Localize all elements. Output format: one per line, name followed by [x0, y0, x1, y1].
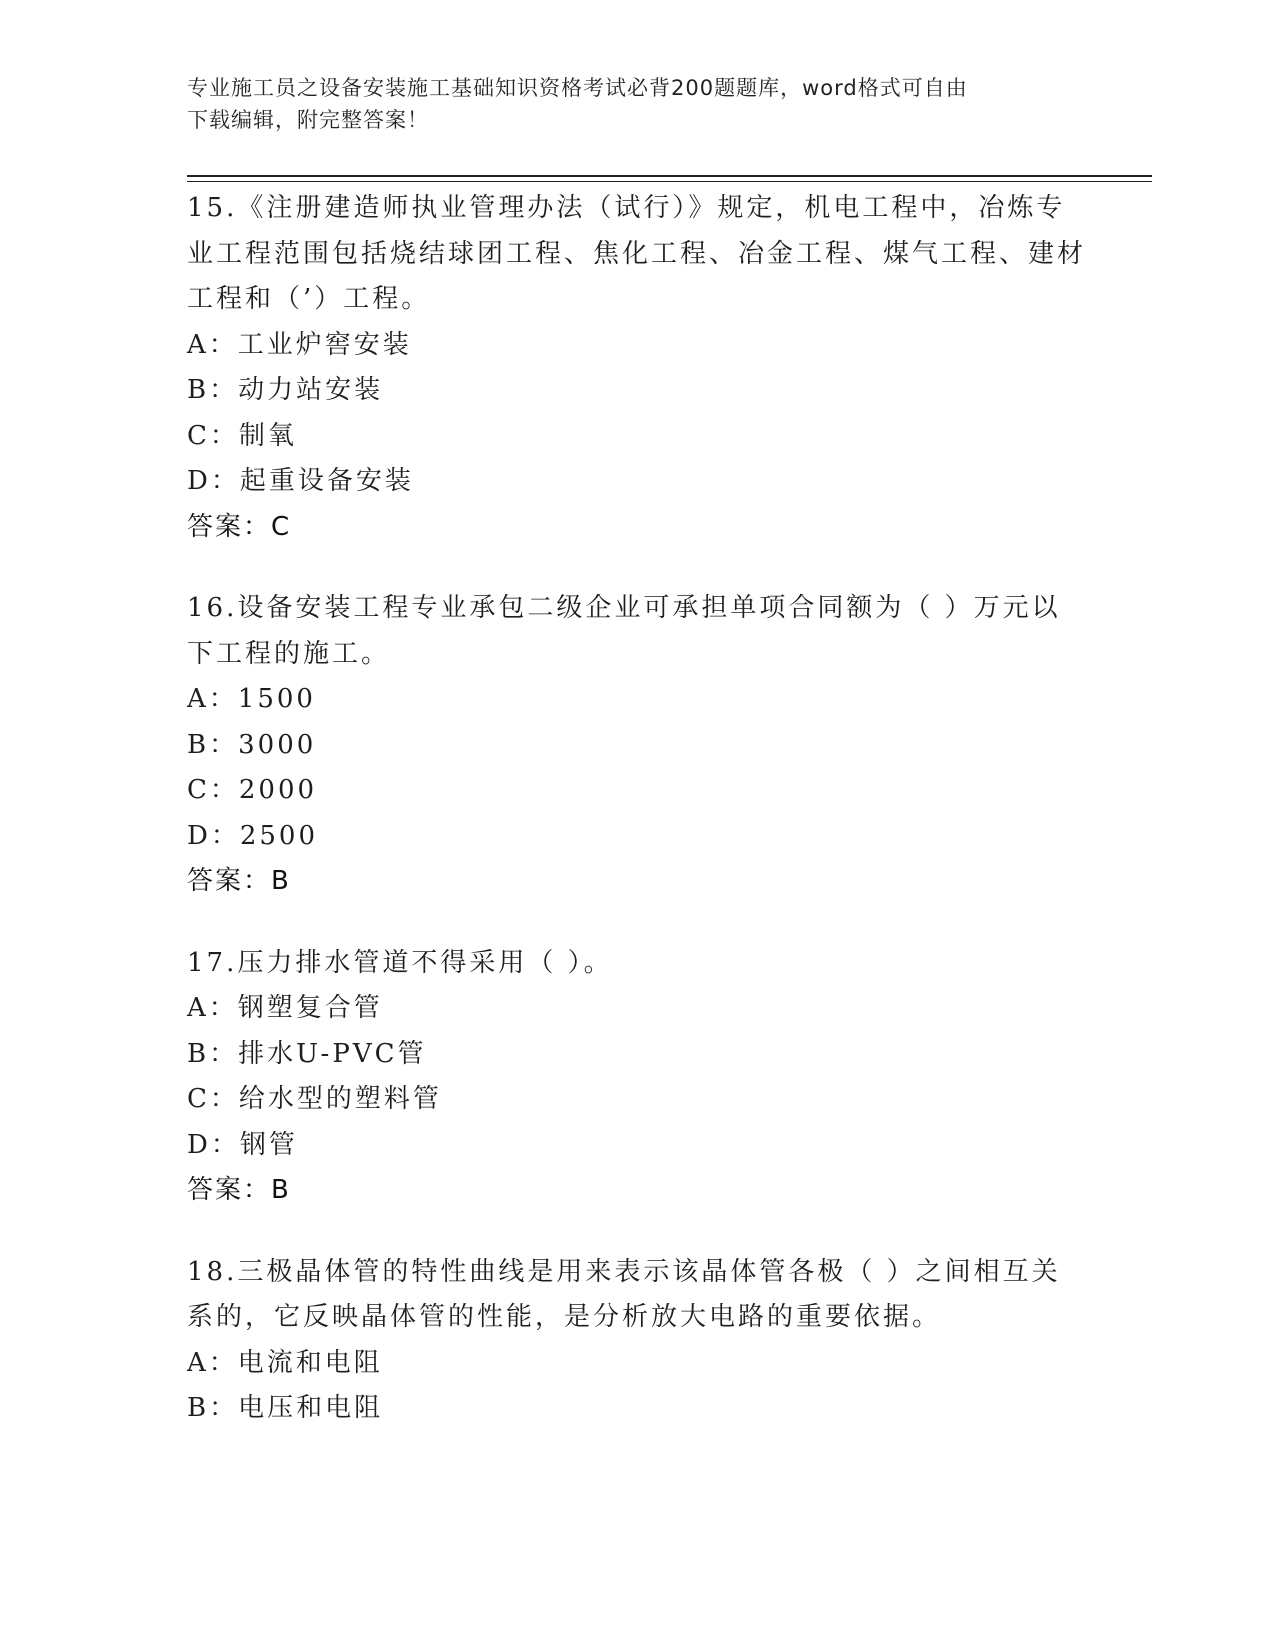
question-15 [187, 186, 1087, 550]
option-a: A：工业炉窖安装 [187, 329, 412, 360]
header-line-2: 下载编辑，附完整答案！ [187, 108, 429, 132]
answer-line: 答案：B [187, 1175, 291, 1205]
option-b: B：电压和电阻 [187, 1393, 384, 1423]
option-a: A：1500 [187, 684, 316, 714]
option-a: A：电流和电阻 [187, 1347, 383, 1378]
question-list [187, 186, 1087, 1468]
option-d: D：2500 [187, 820, 319, 851]
question-18 [187, 1250, 1087, 1432]
option-b: B：3000 [187, 729, 317, 760]
option-c: C：制氧 [187, 420, 297, 451]
option-c: C：2000 [187, 775, 318, 805]
option-a: A：钢塑复合管 [187, 993, 383, 1023]
question-16 [187, 586, 1087, 905]
answer-line: 答案：B [187, 866, 291, 896]
question-text: 17.压力排水管道不得采用（ ）。 [187, 947, 613, 978]
question-17 [187, 941, 1087, 1214]
option-d: D：起重设备安装 [187, 466, 414, 496]
header-line-1: 专业施工员之设备安装施工基础知识资格考试必背200题题库，word格式可自由 [187, 76, 968, 100]
document-header [187, 72, 1067, 136]
question-text: 15.《注册建造师执业管理办法（试行）》规定，机电工程中，冶炼专业工程范围包括烧结球团工程、焦化工程、冶金工程、煤气工程、建材工程和（’）工程。 [187, 193, 1087, 314]
question-text: 16.设备安装工程专业承包二级企业可承担单项合同额为（ ）万元以下工程的施工。 [187, 593, 1061, 669]
header-divider-thin [187, 181, 1152, 182]
question-text: 18.三极晶体管的特性曲线是用来表示该晶体管各极（ ）之间相互关系的，它反映晶体管的性能，是分析放大电路的重要依据。 [187, 1256, 1061, 1332]
option-b: B：排水U-PVC管 [187, 1038, 427, 1069]
option-d: D：钢管 [187, 1129, 298, 1160]
header-divider-thick [187, 175, 1152, 177]
option-c: C：给水型的塑料管 [187, 1084, 442, 1114]
answer-line: 答案：C [187, 511, 292, 542]
option-b: B：动力站安装 [187, 375, 384, 405]
